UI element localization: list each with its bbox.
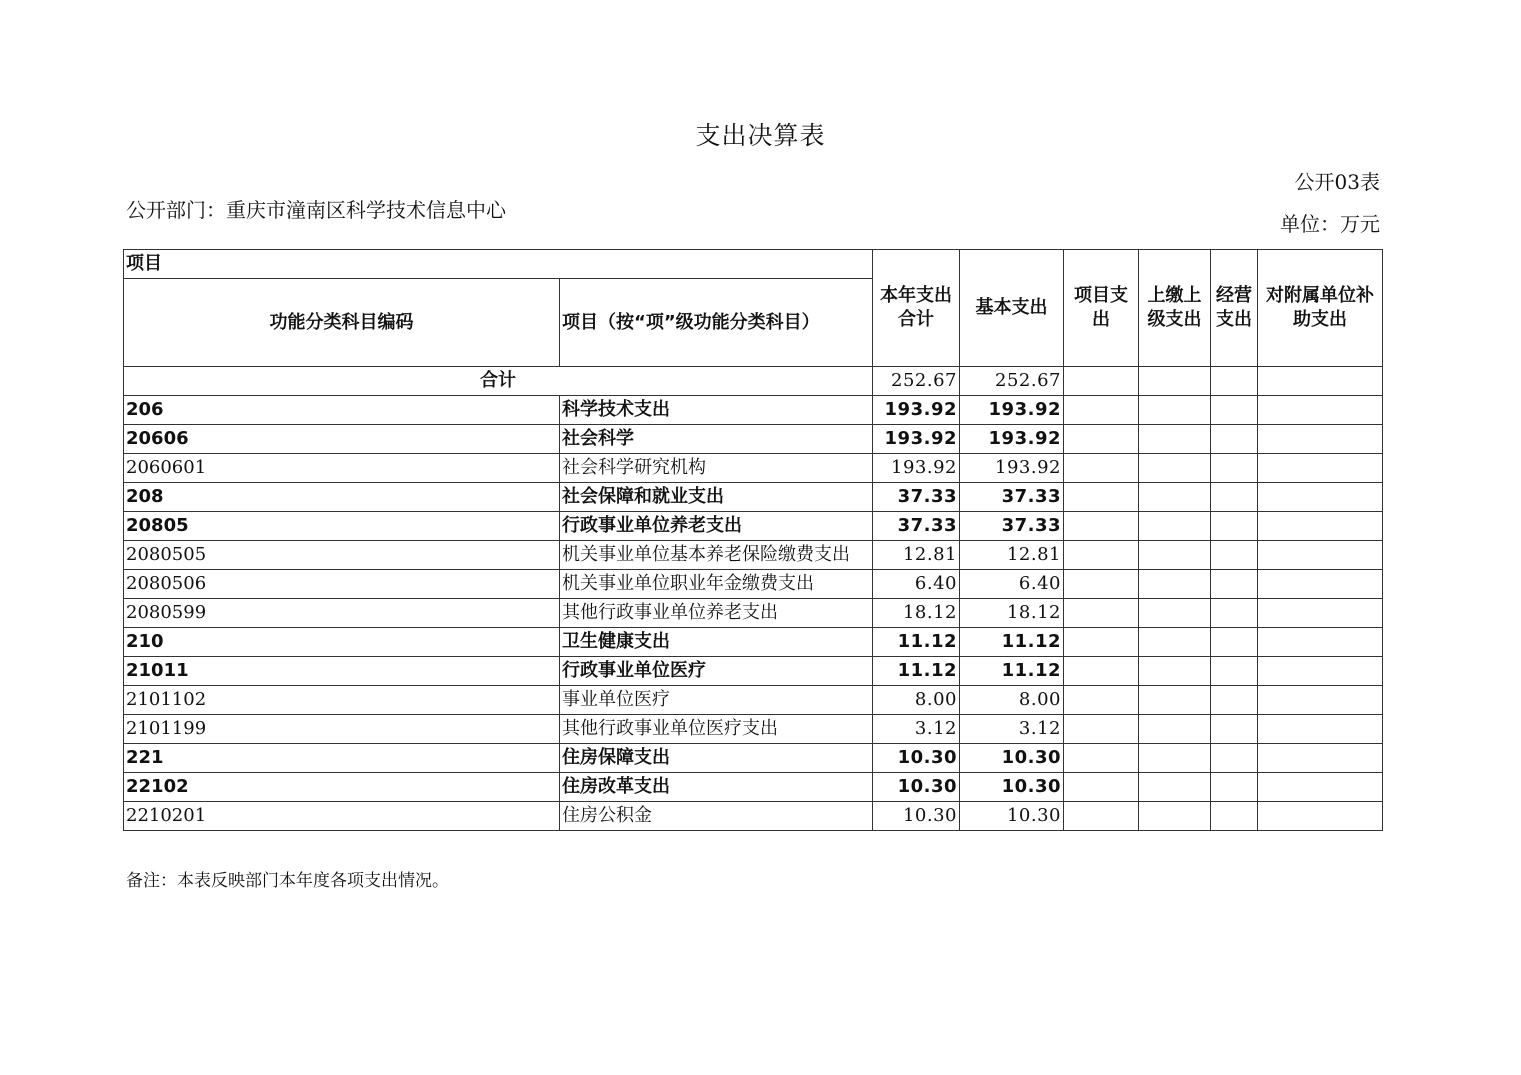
header-code: 功能分类科目编码 (124, 279, 560, 367)
table-row (124, 570, 1383, 599)
header-name: 项目（按“项”级功能分类科目） (560, 279, 873, 367)
row-subsidy (1258, 715, 1383, 744)
row-basic: 193.92 (960, 396, 1064, 425)
row-business (1211, 802, 1258, 831)
row-code: 221 (124, 744, 560, 773)
table-row (124, 744, 1383, 773)
table-row (124, 599, 1383, 628)
header-total: 本年支出合计 (873, 250, 960, 367)
table-number: 公开03表 (1294, 170, 1380, 194)
row-total: 10.30 (873, 773, 960, 802)
row-business (1211, 396, 1258, 425)
row-project (1064, 454, 1139, 483)
row-business (1211, 773, 1258, 802)
row-project (1064, 686, 1139, 715)
row-business (1211, 425, 1258, 454)
row-upper (1139, 425, 1211, 454)
table-row (124, 512, 1383, 541)
row-code: 2210201 (124, 802, 560, 831)
row-upper (1139, 802, 1211, 831)
row-basic: 3.12 (960, 715, 1064, 744)
header-project: 项目 (124, 250, 873, 279)
page-title: 支出决算表 (695, 121, 826, 150)
row-basic: 8.00 (960, 686, 1064, 715)
row-project (1064, 744, 1139, 773)
row-subsidy (1258, 802, 1383, 831)
row-upper (1139, 570, 1211, 599)
row-name: 行政事业单位养老支出 (560, 512, 873, 541)
row-upper (1139, 628, 1211, 657)
row-project (1064, 512, 1139, 541)
table-row (124, 425, 1383, 454)
row-subsidy (1258, 686, 1383, 715)
row-code: 2101199 (124, 715, 560, 744)
row-upper (1139, 686, 1211, 715)
row-subsidy (1258, 425, 1383, 454)
table-row (124, 396, 1383, 425)
table-row (124, 628, 1383, 657)
row-business (1211, 454, 1258, 483)
row-total: 193.92 (873, 454, 960, 483)
row-project (1064, 570, 1139, 599)
row-code: 2080599 (124, 599, 560, 628)
row-total: 193.92 (873, 396, 960, 425)
row-basic: 11.12 (960, 628, 1064, 657)
row-business (1211, 541, 1258, 570)
row-total: 12.81 (873, 541, 960, 570)
row-basic: 193.92 (960, 425, 1064, 454)
row-basic: 37.33 (960, 512, 1064, 541)
row-total: 8.00 (873, 686, 960, 715)
table-row (124, 715, 1383, 744)
row-upper (1139, 454, 1211, 483)
row-name: 卫生健康支出 (560, 628, 873, 657)
row-basic: 10.30 (960, 773, 1064, 802)
row-project (1064, 541, 1139, 570)
row-subsidy (1258, 454, 1383, 483)
row-name: 其他行政事业单位医疗支出 (560, 715, 873, 744)
row-business (1211, 686, 1258, 715)
row-name: 其他行政事业单位养老支出 (560, 599, 873, 628)
row-upper (1139, 744, 1211, 773)
row-subsidy (1258, 599, 1383, 628)
row-name: 事业单位医疗 (560, 686, 873, 715)
row-name: 社会保障和就业支出 (560, 483, 873, 512)
row-basic: 37.33 (960, 483, 1064, 512)
table-row (124, 454, 1383, 483)
department-label: 公开部门：重庆市潼南区科学技术信息中心 (126, 198, 506, 222)
row-project (1064, 483, 1139, 512)
row-business (1211, 483, 1258, 512)
total-row (124, 367, 1383, 396)
row-upper (1139, 715, 1211, 744)
expenditure-table (123, 249, 1383, 831)
total-row-subsidy (1258, 367, 1383, 396)
row-code: 2080505 (124, 541, 560, 570)
row-name: 住房保障支出 (560, 744, 873, 773)
row-upper (1139, 483, 1211, 512)
row-subsidy (1258, 512, 1383, 541)
total-row-basic: 252.67 (960, 367, 1064, 396)
row-code: 20805 (124, 512, 560, 541)
row-name: 住房改革支出 (560, 773, 873, 802)
row-project (1064, 773, 1139, 802)
row-name: 行政事业单位医疗 (560, 657, 873, 686)
total-row-business (1211, 367, 1258, 396)
row-project (1064, 657, 1139, 686)
table-row (124, 657, 1383, 686)
row-name: 机关事业单位基本养老保险缴费支出 (560, 541, 873, 570)
row-code: 206 (124, 396, 560, 425)
row-project (1064, 425, 1139, 454)
row-subsidy (1258, 744, 1383, 773)
row-code: 208 (124, 483, 560, 512)
row-subsidy (1258, 570, 1383, 599)
table-row (124, 802, 1383, 831)
row-business (1211, 599, 1258, 628)
row-code: 2060601 (124, 454, 560, 483)
row-basic: 11.12 (960, 657, 1064, 686)
header-subsidy: 对附属单位补助支出 (1258, 250, 1383, 367)
row-total: 6.40 (873, 570, 960, 599)
row-name: 社会科学研究机构 (560, 454, 873, 483)
row-total: 37.33 (873, 483, 960, 512)
row-total: 11.12 (873, 657, 960, 686)
row-subsidy (1258, 483, 1383, 512)
row-subsidy (1258, 396, 1383, 425)
total-row-project (1064, 367, 1139, 396)
row-code: 210 (124, 628, 560, 657)
unit-label: 单位：万元 (1280, 212, 1380, 236)
row-code: 21011 (124, 657, 560, 686)
row-project (1064, 715, 1139, 744)
row-upper (1139, 773, 1211, 802)
row-subsidy (1258, 773, 1383, 802)
row-code: 2080506 (124, 570, 560, 599)
row-upper (1139, 541, 1211, 570)
row-subsidy (1258, 541, 1383, 570)
row-total: 3.12 (873, 715, 960, 744)
table-row (124, 483, 1383, 512)
table-row (124, 541, 1383, 570)
row-code: 20606 (124, 425, 560, 454)
row-business (1211, 512, 1258, 541)
header-basic: 基本支出 (960, 250, 1064, 367)
row-total: 193.92 (873, 425, 960, 454)
row-upper (1139, 599, 1211, 628)
row-project (1064, 396, 1139, 425)
header-business: 经营支出 (1211, 250, 1258, 367)
row-total: 10.30 (873, 744, 960, 773)
row-subsidy (1258, 657, 1383, 686)
row-basic: 10.30 (960, 744, 1064, 773)
row-code: 22102 (124, 773, 560, 802)
row-basic: 193.92 (960, 454, 1064, 483)
row-upper (1139, 512, 1211, 541)
row-project (1064, 599, 1139, 628)
row-upper (1139, 396, 1211, 425)
row-upper (1139, 657, 1211, 686)
row-basic: 12.81 (960, 541, 1064, 570)
row-code: 2101102 (124, 686, 560, 715)
total-row-upper (1139, 367, 1211, 396)
header-upper-payment: 上缴上级支出 (1139, 250, 1211, 367)
row-business (1211, 570, 1258, 599)
row-basic: 10.30 (960, 802, 1064, 831)
row-name: 科学技术支出 (560, 396, 873, 425)
row-business (1211, 657, 1258, 686)
row-business (1211, 715, 1258, 744)
row-business (1211, 628, 1258, 657)
row-basic: 6.40 (960, 570, 1064, 599)
total-label: 合计 (124, 367, 873, 396)
row-total: 11.12 (873, 628, 960, 657)
row-basic: 18.12 (960, 599, 1064, 628)
row-total: 37.33 (873, 512, 960, 541)
total-row-total: 252.67 (873, 367, 960, 396)
row-project (1064, 802, 1139, 831)
row-project (1064, 628, 1139, 657)
row-business (1211, 744, 1258, 773)
row-subsidy (1258, 628, 1383, 657)
row-name: 机关事业单位职业年金缴费支出 (560, 570, 873, 599)
row-total: 10.30 (873, 802, 960, 831)
row-name: 住房公积金 (560, 802, 873, 831)
table-row (124, 773, 1383, 802)
table-row (124, 686, 1383, 715)
header-row-1 (124, 250, 1383, 279)
row-name: 社会科学 (560, 425, 873, 454)
row-total: 18.12 (873, 599, 960, 628)
header-project-expenditure: 项目支出 (1064, 250, 1139, 367)
footnote: 备注：本表反映部门本年度各项支出情况。 (126, 871, 449, 891)
